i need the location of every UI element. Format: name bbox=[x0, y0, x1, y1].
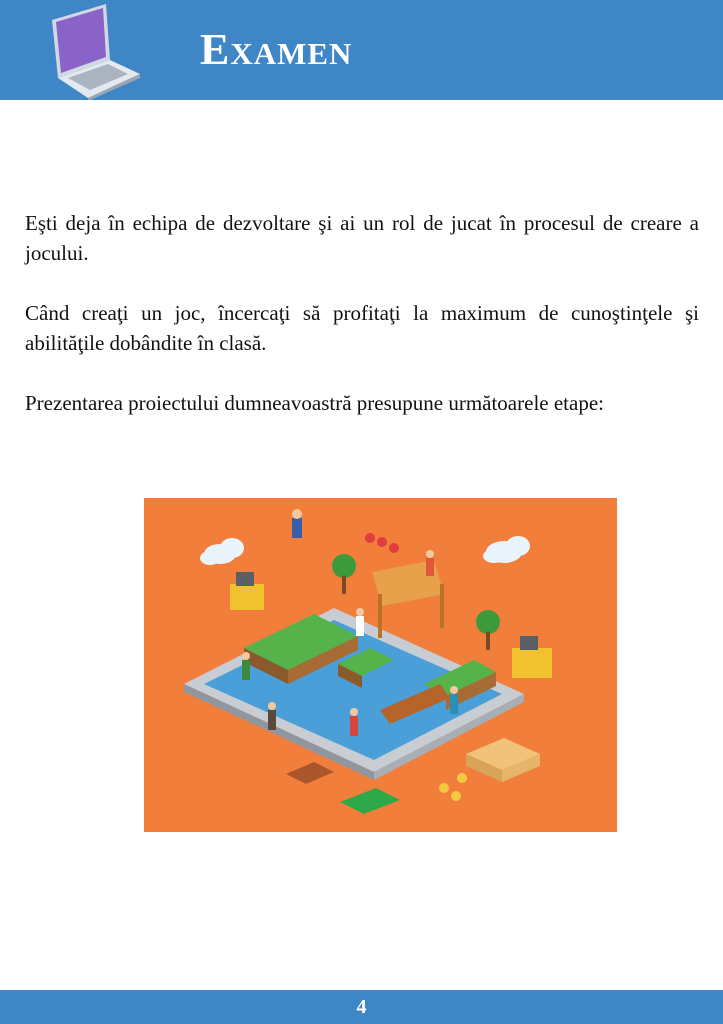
footer-bar bbox=[0, 990, 723, 1024]
header-bar bbox=[0, 0, 723, 100]
content bbox=[25, 208, 699, 448]
paragraph: Eşti deja în echipa de dezvoltare şi ai un rol de jucat în procesul de creare a jocului. bbox=[25, 211, 699, 265]
laptop-icon bbox=[44, 2, 144, 100]
cloud-icon bbox=[200, 538, 244, 565]
paragraph: Când creaţi un joc, încercaţi să profitaţi la maximum de cunoştinţele şi abilităţile dobândite în clasă. bbox=[25, 301, 699, 355]
paragraph: Prezentarea proiectului dumneavoastră presupune următoarele etape: bbox=[25, 391, 604, 415]
cloud-icon bbox=[483, 536, 530, 563]
game-development-illustration bbox=[144, 498, 617, 832]
game-development-isometric-illustration bbox=[144, 498, 617, 832]
page-title: Examen bbox=[200, 25, 353, 74]
page-number: 4 bbox=[356, 996, 367, 1018]
